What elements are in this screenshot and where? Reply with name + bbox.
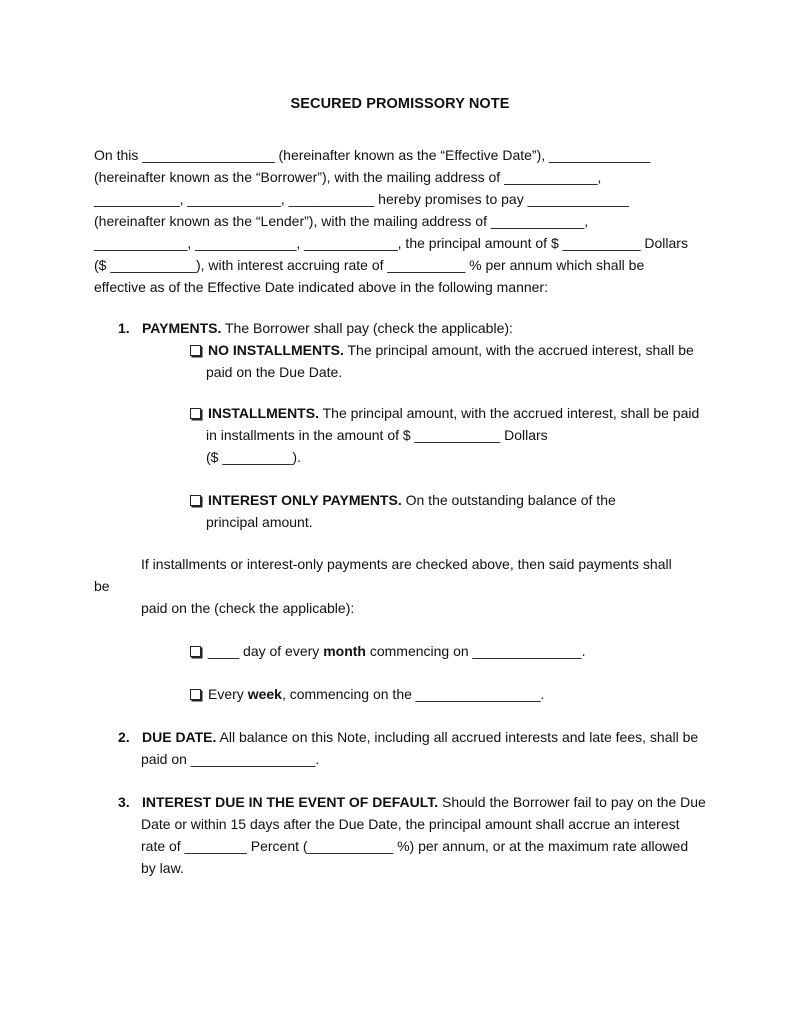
payments-section (118, 317, 738, 339)
section-text-cont: rate of ________ Percent (___________ %) per annum, or at the maximum rate allowed (141, 838, 689, 854)
section-number: 2. (118, 729, 130, 745)
section-text: All balance on this Note, including all accrued interests and late fees, shall be (219, 729, 699, 745)
default-interest-section (118, 791, 738, 879)
intro-line: ___________, ____________, ___________ hereby promises to pay _____________ (94, 191, 629, 207)
intro-line: ($ ___________), with interest accruing rate of __________ % per annum which shall be (94, 257, 645, 273)
option-installments (190, 402, 730, 468)
checkbox-icon[interactable] (190, 646, 201, 657)
schedule-wrap: be (94, 578, 110, 594)
option-text: On the outstanding balance of the (405, 492, 616, 508)
intro-line: (hereinafter known as the “Lender”), with the mailing address of ____________, (94, 213, 589, 229)
section-text-cont: by law. (141, 860, 184, 876)
section-text-cont: paid on ________________. (141, 751, 320, 767)
section-number: 1. (118, 320, 130, 336)
section-heading: DUE DATE. (142, 729, 217, 745)
schedule-intro: If installments or interest-only payments are checked above, then said payments shall (141, 556, 672, 572)
section-text-cont: Date or within 15 days after the Due Date, the principal amount shall accrue an interest (141, 816, 680, 832)
schedule-pre: Every (208, 686, 244, 702)
checkbox-icon[interactable] (190, 345, 201, 356)
option-text-cont: paid on the Due Date. (206, 364, 343, 380)
checkbox-icon[interactable] (190, 689, 201, 700)
due-date-section (118, 726, 738, 770)
intro-line: effective as of the Effective Date indicated above in the following manner: (94, 279, 548, 295)
section-text: Should the Borrower fail to pay on the Due (441, 794, 706, 810)
checkbox-icon[interactable] (190, 408, 201, 419)
section-heading: PAYMENTS. (142, 320, 222, 336)
schedule-bold: week (247, 686, 282, 702)
section-number: 3. (118, 794, 130, 810)
option-text-cont: ($ _________). (206, 449, 301, 465)
option-label: NO INSTALLMENTS. (208, 342, 344, 358)
schedule-option-week (190, 683, 730, 705)
option-label: INTEREST ONLY PAYMENTS. (208, 492, 402, 508)
section-text: The Borrower shall pay (check the applicable): (225, 320, 513, 336)
intro-paragraph (94, 144, 734, 298)
section-heading: INTEREST DUE IN THE EVENT OF DEFAULT. (142, 794, 439, 810)
schedule-cont: paid on the (check the applicable): (141, 600, 355, 616)
intro-line: ____________, _____________, ____________, the principal amount of $ __________ Dollars (94, 235, 688, 251)
document-title: SECURED PROMISSORY NOTE (290, 96, 510, 112)
schedule-bold: month (323, 643, 366, 659)
option-text: The principal amount, with the accrued interest, shall be (347, 342, 694, 358)
schedule-post: commencing on ______________. (369, 643, 586, 659)
option-text-cont: principal amount. (206, 514, 313, 530)
schedule-post: , commencing on the ________________. (281, 686, 545, 702)
option-label: INSTALLMENTS. (208, 405, 319, 421)
option-no-installments (190, 339, 730, 383)
intro-line: (hereinafter known as the “Borrower”), with the mailing address of ____________, (94, 169, 602, 185)
option-interest-only (190, 489, 730, 533)
schedule-option-month (190, 640, 730, 662)
intro-line: On this _________________ (hereinafter known as the “Effective Date”), _____________ (94, 147, 651, 163)
schedule-pre: ____ day of every (208, 643, 320, 659)
checkbox-icon[interactable] (190, 495, 201, 506)
option-text: The principal amount, with the accrued interest, shall be paid (322, 405, 700, 421)
option-text-cont: in installments in the amount of $ ___________ Dollars (206, 427, 548, 443)
